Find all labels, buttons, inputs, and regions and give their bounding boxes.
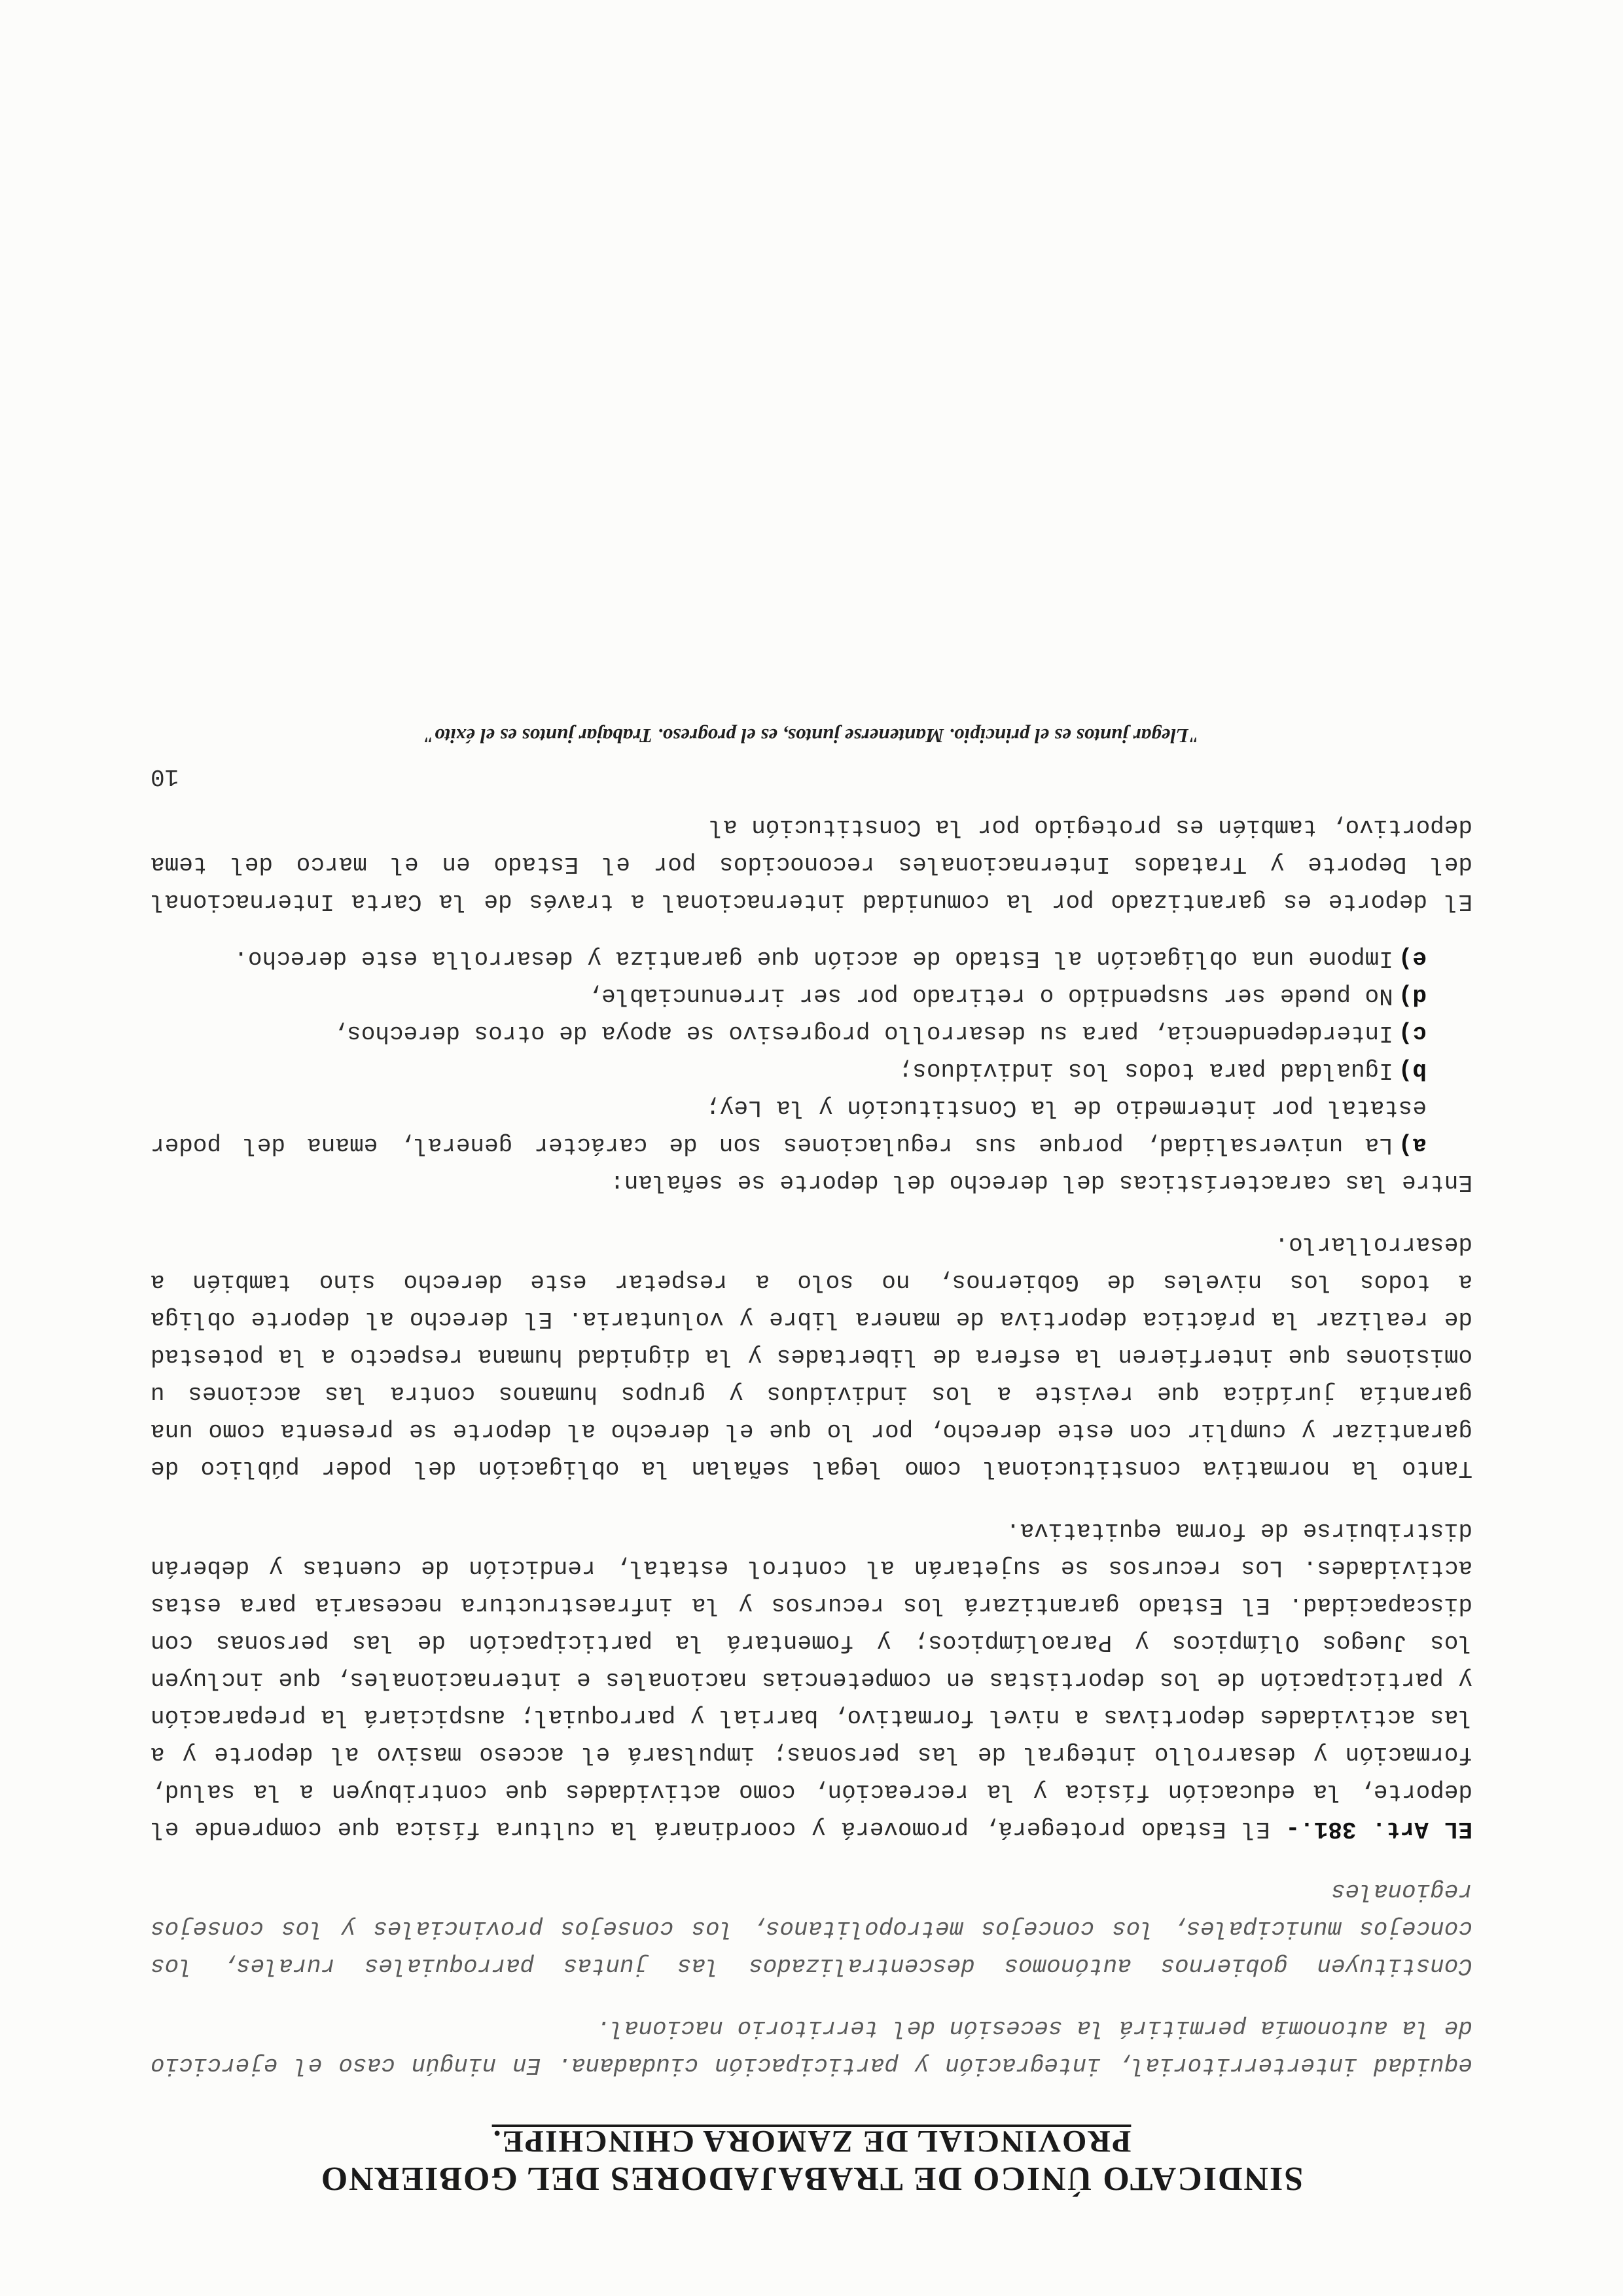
letterhead-line-1: SINDICATO ÚNICO DE TRABAJADORES DEL GOBIERNO <box>319 2160 1304 2197</box>
list-item <box>151 940 1472 977</box>
list-item-text: Interdependencia, para su desarrollo progresivo se apoya de otros derechos, <box>332 1020 1393 1047</box>
characteristics-list <box>151 940 1472 1164</box>
intro-paragraph: equidad interterritorial, integración y participación ciudadana. En ningún caso el ejercicio de la autonomía permitirá la secesión del territorio nacional. <box>151 2015 1472 2079</box>
page-number: 10 <box>151 763 179 790</box>
list-item-letter: d) <box>1398 982 1427 1009</box>
list-item-letter: a) <box>1398 1132 1427 1158</box>
list-item-text: La universalidad, porque sus regulaciones son de carácter general, emana del poder estatal por intermedio de la Constitución y la Ley; <box>151 1094 1427 1158</box>
article-text: El Estado protegerá, promoverá y coordinará la cultura física que comprende el deporte, la educación física y la recreación, como actividades que contribuyen a la salud, formación y desarrollo integral de las personas; impulsará el acceso masivo al deporte y a las actividades deportivas a nivel formativo, barrial y parroquial; auspiciará la preparación y participación de los deportistas en competencias nacionales e internacionales, que incluyen los Juegos Olímpicos y Paraolímpicos; y fomentará la participación de las personas con discapacidad. El Estado garantizará los recursos y la infraestructura necesaria para estas actividades. Los recursos se sujetarán al control estatal, rendición de cuentas y deberán distribuirse de forma equitativa. <box>151 1517 1472 1842</box>
letterhead <box>151 2123 1472 2198</box>
footer-motto: "Llegar juntos es el principio. Mantenerse juntos, es el progreso. Trabajar juntos es el éxito" <box>423 725 1200 747</box>
list-item <box>151 977 1472 1014</box>
article-381-paragraph <box>151 1512 1472 1848</box>
normativa-paragraph: Tanto la normativa constitucional como legal señalan la obligación del poder público de garantizar y cumplir con este derecho, por lo que el derecho al deporte se presenta como una garantía jurídica que reviste a los individuos y grupos humanos contra las acciones u omisiones que interfieren la esfera de libertades y la dignidad humana respecto a la potestad de realizar la práctica deportiva de manera libre y voluntaria. El derecho al deporte obliga a todos los niveles de Gobiernos, no solo a respetar este derecho sino también a desarrollarlo. <box>151 1231 1472 1482</box>
characteristics-intro: Entre las características del derecho del deporte se señalan: <box>610 1169 1472 1196</box>
list-item-text: Impone una obligación al Estado de acción que garantiza y desarrolla este derecho. <box>234 945 1393 972</box>
list-item-letter: c) <box>1398 1020 1427 1047</box>
list-item <box>151 1089 1472 1164</box>
gad-paragraph: Constituyen gobiernos autónomos descentralizados las juntas parroquiales rurales, los concejos municipales, los concejos metropolitanos, los consejos provinciales y los consejos regionales <box>151 1878 1472 1979</box>
letterhead-line-2: PROVINCIAL DE ZAMORA CHINCHIPE. <box>491 2124 1132 2159</box>
list-item <box>151 1052 1472 1089</box>
list-item <box>151 1014 1472 1052</box>
list-item-text: No puede ser suspendido o retirado por ser irrenunciable, <box>587 982 1393 1009</box>
list-item-text: Igualdad para todos los individuos; <box>898 1057 1393 1084</box>
closing-paragraph: El deporte es garantizado por la comunidad internacional a través de la Carta Internacional del Deporte y Tratados Internacionales reconocidos por el Estado en el marco del tema deportivo, también es protegido por la Constitución al <box>151 814 1472 915</box>
article-label: EL Art. 381.- <box>1285 1816 1472 1842</box>
list-item-letter: e) <box>1398 945 1427 972</box>
list-item-letter: b) <box>1398 1057 1427 1084</box>
